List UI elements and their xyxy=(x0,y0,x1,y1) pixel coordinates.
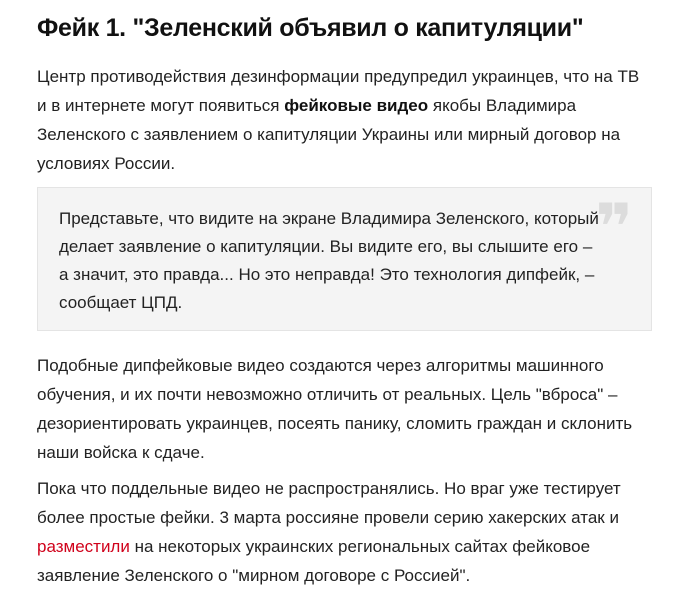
quote-mark-icon: ❞ xyxy=(595,191,633,265)
blockquote xyxy=(37,187,652,331)
paragraph-attacks xyxy=(37,474,649,590)
paragraph-intro xyxy=(37,62,649,178)
paragraph-intro-text-end: якобы Владимира Зеленского с заявлением о капитуляции Украины или мирный договор на условиях России. xyxy=(37,96,621,173)
article-heading: Фейк 1. "Зеленский объявил о капитуляции" xyxy=(37,14,584,42)
paragraph-attacks-text-start: Пока что поддельные видео не распространялись. Но враг уже тестирует более простые фейки. 3 марта россияне провели серию хакерских атак и xyxy=(37,479,621,527)
paragraph-deepfake: Подобные дипфейковые видео создаются через алгоритмы машинного обучения, и их почти невозможно отличить от реальных. Цель "вброса" – дезориентировать украинцев, посеять панику, сломить граждан и склонить наши войска к сдаче. xyxy=(37,356,633,462)
blockquote-text: Представьте, что видите на экране Владимира Зеленского, который делает заявление о капитуляции. Вы видите его, вы слышите его – а значит, это правда... Но это неправда! Это технология дипфейк, – сообщает ЦПД. xyxy=(59,209,599,312)
placed-link[interactable]: разместили xyxy=(37,537,130,556)
paragraph-attacks-text-end: на некоторых украинских региональных сайтах фейковое заявление Зеленского о "мирном договоре с Россией". xyxy=(37,537,591,585)
paragraph-intro-text-start: Центр противодействия дезинформации предупредил украинцев, что на ТВ и в интернете могут появиться xyxy=(37,67,640,115)
paragraph-intro-bold: фейковые видео xyxy=(284,96,429,115)
